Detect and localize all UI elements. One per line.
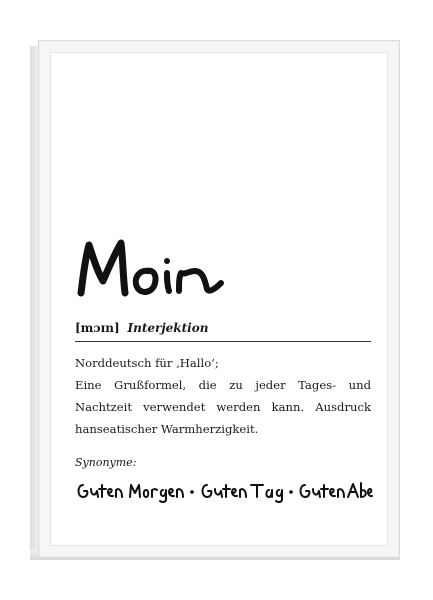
- synonyms-script: [75, 477, 375, 503]
- part-of-speech: Interjektion: [127, 321, 209, 335]
- definition-line-4: hanseatischer Warmherzigkeit.: [75, 422, 259, 436]
- synonyms-label: Synonyme:: [75, 456, 137, 469]
- pronunciation-line: [75, 321, 371, 342]
- headword-script: [75, 237, 225, 301]
- pronunciation: [mɔɪn]: [75, 321, 120, 335]
- poster-paper: [50, 52, 388, 546]
- definition-line-3: Nachtzeit verwendet werden kann. Ausdruck: [75, 400, 371, 414]
- definition-line-1: Norddeutsch für ‚Hallo‘;: [75, 356, 219, 370]
- poster-content: [75, 237, 371, 503]
- definition-line-2: Eine Grußformel, die zu jeder Tages- und: [75, 378, 371, 392]
- definition-text: [75, 352, 371, 440]
